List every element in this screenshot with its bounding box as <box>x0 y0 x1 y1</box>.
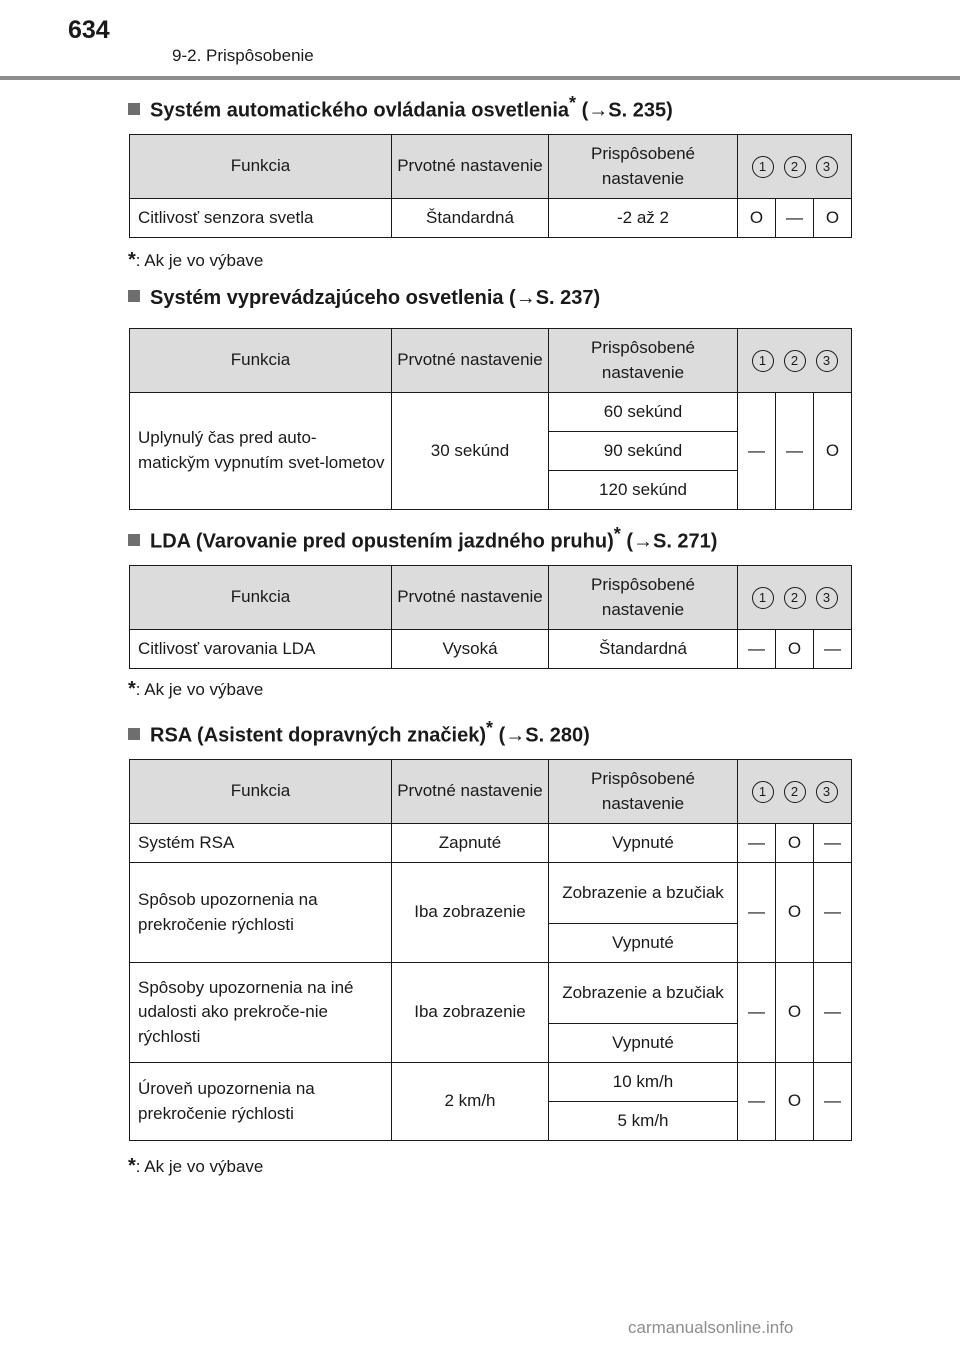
bullet-square-icon <box>128 534 140 546</box>
table-rsa <box>129 759 852 1141</box>
table-row: Uplynulý čas pred auto-maticky̌m vypnutím svet-lometov 30 sekúnd 60 sekúnd — — O <box>130 393 852 432</box>
section-title-lda: LDA (Varovanie pred opustením jazdného pruhu)* (→S. 271) <box>128 524 717 554</box>
watermark: carmanualsonline.info <box>628 1318 794 1337</box>
circle-number-2: 2 <box>784 156 806 178</box>
footnote-star: * <box>486 718 494 738</box>
circle-number-1: 1 <box>752 587 774 609</box>
circle-number-2: 2 <box>784 587 806 609</box>
footnote-star: * <box>613 524 621 544</box>
table-row: Úroveň upozornenia na prekročenie rýchlosti 2 km/h 10 km/h — O — <box>130 1063 852 1102</box>
circle-number-1: 1 <box>752 350 774 372</box>
col-funkcia: Funkcia <box>130 135 392 199</box>
chapter-title: 9-2. Prispôsobenie <box>172 46 314 65</box>
circle-number-2: 2 <box>784 781 806 803</box>
table-row: 120 sekúnd <box>130 471 852 510</box>
circle-number-1: 1 <box>752 781 774 803</box>
table-row: Citlivosť senzora svetla Štandardná -2 až 2 O — O <box>130 199 852 238</box>
footnote-star: * <box>569 93 577 113</box>
col-circles <box>738 135 852 199</box>
header-rule <box>0 76 960 80</box>
table-lda <box>129 565 852 669</box>
table-header-row <box>130 135 852 199</box>
table-row: Spôsoby upozornenia na iné udalosti ako prekroče-nie rýchlosti Iba zobrazenie Zobrazenie a bzučiak — O — <box>130 963 852 1024</box>
table-row: Vypnuté <box>130 1024 852 1063</box>
table-row: Spôsob upozornenia na prekročenie rýchlosti Iba zobrazenie Zobrazenie a bzučiak — O — <box>130 863 852 924</box>
table-header-row: Funkcia Prvotné nastavenie Prispôsobené nastavenie 1 2 3 <box>130 566 852 630</box>
circle-number-3: 3 <box>816 781 838 803</box>
bullet-square-icon <box>128 290 140 302</box>
bullet-square-icon <box>128 103 140 115</box>
circle-number-3: 3 <box>816 350 838 372</box>
circle-number-2: 2 <box>784 350 806 372</box>
table-row: Systém RSA Zapnuté Vypnuté — O — <box>130 824 852 863</box>
page-number: 634 <box>68 16 110 44</box>
circle-number-3: 3 <box>816 587 838 609</box>
table-header-row: Funkcia Prvotné nastavenie Prispôsobené nastavenie 1 2 3 <box>130 760 852 824</box>
col-prisposobene: Prispôsobené nastavenie <box>549 135 738 199</box>
col-prvotne: Prvotné nastavenie <box>392 135 549 199</box>
table-row: 5 km/h <box>130 1102 852 1141</box>
section-title-escort-lights: Systém vyprevádzajúceho osvetlenia (→S. 237) <box>128 287 600 310</box>
footnote: *: Ak je vo výbave <box>128 678 264 700</box>
circle-number-3: 3 <box>816 156 838 178</box>
table-header-row: Funkcia Prvotné nastavenie Prispôsobené nastavenie 1 2 3 <box>130 329 852 393</box>
table-row: 90 sekúnd <box>130 432 852 471</box>
table-escort-lights <box>129 328 852 510</box>
bullet-square-icon <box>128 728 140 740</box>
footnote: *: Ak je vo výbave <box>128 249 264 271</box>
table-auto-lights <box>129 134 852 238</box>
table-row: Vypnuté <box>130 924 852 963</box>
section-title-auto-lights: Systém automatického ovládania osvetlenia* (→S. 235) <box>128 93 673 123</box>
footnote: *: Ak je vo výbave <box>128 1155 264 1177</box>
table-row: Citlivosť varovania LDA Vysoká Štandardná — O — <box>130 630 852 669</box>
section-title-rsa: RSA (Asistent dopravných značiek)* (→S. 280) <box>128 718 590 748</box>
circle-number-1: 1 <box>752 156 774 178</box>
